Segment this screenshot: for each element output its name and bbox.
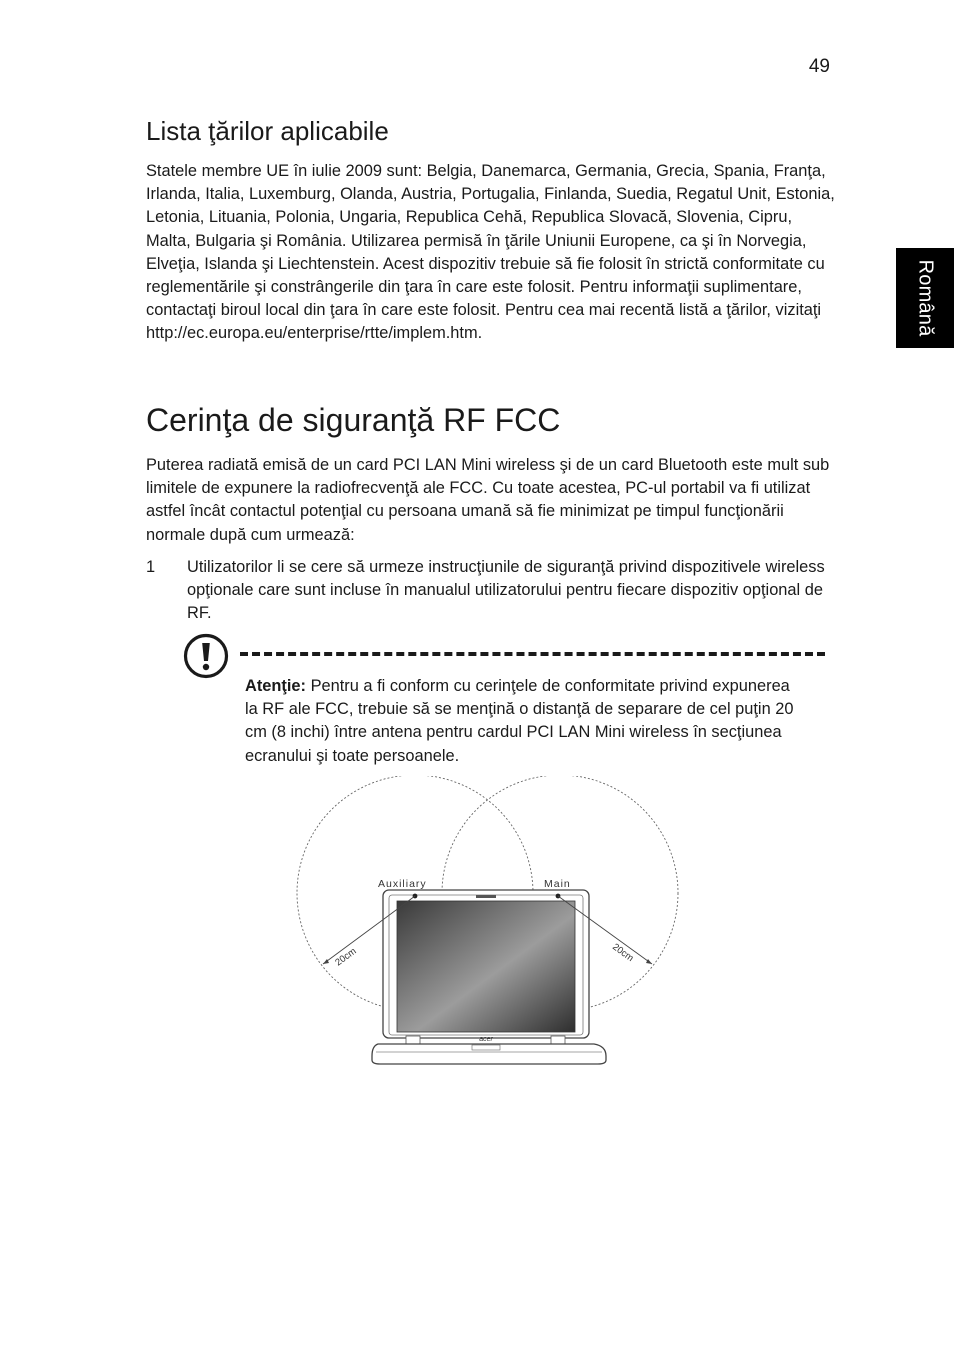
laptop-hinge-right xyxy=(551,1036,565,1044)
section-heading-countries: Lista ţărilor aplicabile xyxy=(146,116,389,146)
list-item-number: 1 xyxy=(146,558,156,576)
note-divider xyxy=(240,652,825,656)
countries-paragraph: Statele membre UE în iulie 2009 sunt: Belgia, Danemarca, Germania, Grecia, Spania, Franţa, Irlanda, Italia, Luxemburg, Olanda, Austria, Portugalia, Finlanda, Suedia, Regatul Unit, Estonia, Letonia, Lituania, Polonia, Ungaria, Republica Cehă, Republica Slovacă, Slovenia, Cipru, Malta, Bulgaria şi România. Utilizarea permisă în ţările Uniunii Europene, ca şi în Norvegia, Elveţia, Islanda şi Liechtenstein. Acest dispozitiv trebuie să fie folosit în strictă conformitate cu reglementările şi constrângerile din ţara în care este folosit. Pentru informaţii suplimentare, contactaţi biroul local din ţara în care este folosit. Pentru cea mai recentă listă a ţărilor, vizitaţi http://ec.europa.eu/enterprise/rtte/implem.htm. xyxy=(146,162,835,343)
caution-text: Pentru a fi conform cu cerinţele de conformitate privind expunerea la RF ale FCC, trebuie să se menţină o distanţă de separare de cel puţin 20 cm (8 inchi) între antena pentru cardul PCI LAN Mini wireless în secţiunea ecranului şi toate persoanele. xyxy=(245,677,794,765)
laptop-screen xyxy=(397,901,575,1032)
distance-label-left: 20cm xyxy=(333,945,359,969)
list-item-text: Utilizatorilor li se cere să urmeze instrucţiunile de siguranţă privind dispozitivele wireless opţionale care sunt incluse în manualul utilizatorului pentru fiecare dispozitiv opţional de RF. xyxy=(187,558,825,623)
section-heading-rf: Cerinţa de siguranţă RF FCC xyxy=(146,402,561,438)
language-tab xyxy=(896,248,954,348)
antenna-distance-figure xyxy=(296,776,682,1072)
laptop-webcam xyxy=(476,895,496,898)
caution-label: Atenţie: xyxy=(245,677,307,695)
caution-note xyxy=(245,675,805,768)
auxiliary-label: Auxiliary xyxy=(378,878,427,890)
laptop-latch xyxy=(472,1045,500,1050)
laptop-brand: acer xyxy=(479,1036,493,1043)
language-tab-label: Română xyxy=(914,259,937,337)
distance-label-right: 20cm xyxy=(610,941,636,965)
rf-paragraph: Puterea radiată emisă de un card PCI LAN Mini wireless şi de un card Bluetooth este mult sub limitele de expunere la radiofrecvenţă ale FCC. Cu toate acestea, PC-ul portabil va fi utilizat astfel încât contactul potenţial cu persoana umană să fie minimizat pe timpul funcţionării normale după cum urmează: xyxy=(146,456,830,544)
main-label: Main xyxy=(544,878,571,890)
page-number: 49 xyxy=(808,56,830,77)
laptop-hinge-left xyxy=(406,1036,420,1044)
warning-icon xyxy=(183,633,229,679)
